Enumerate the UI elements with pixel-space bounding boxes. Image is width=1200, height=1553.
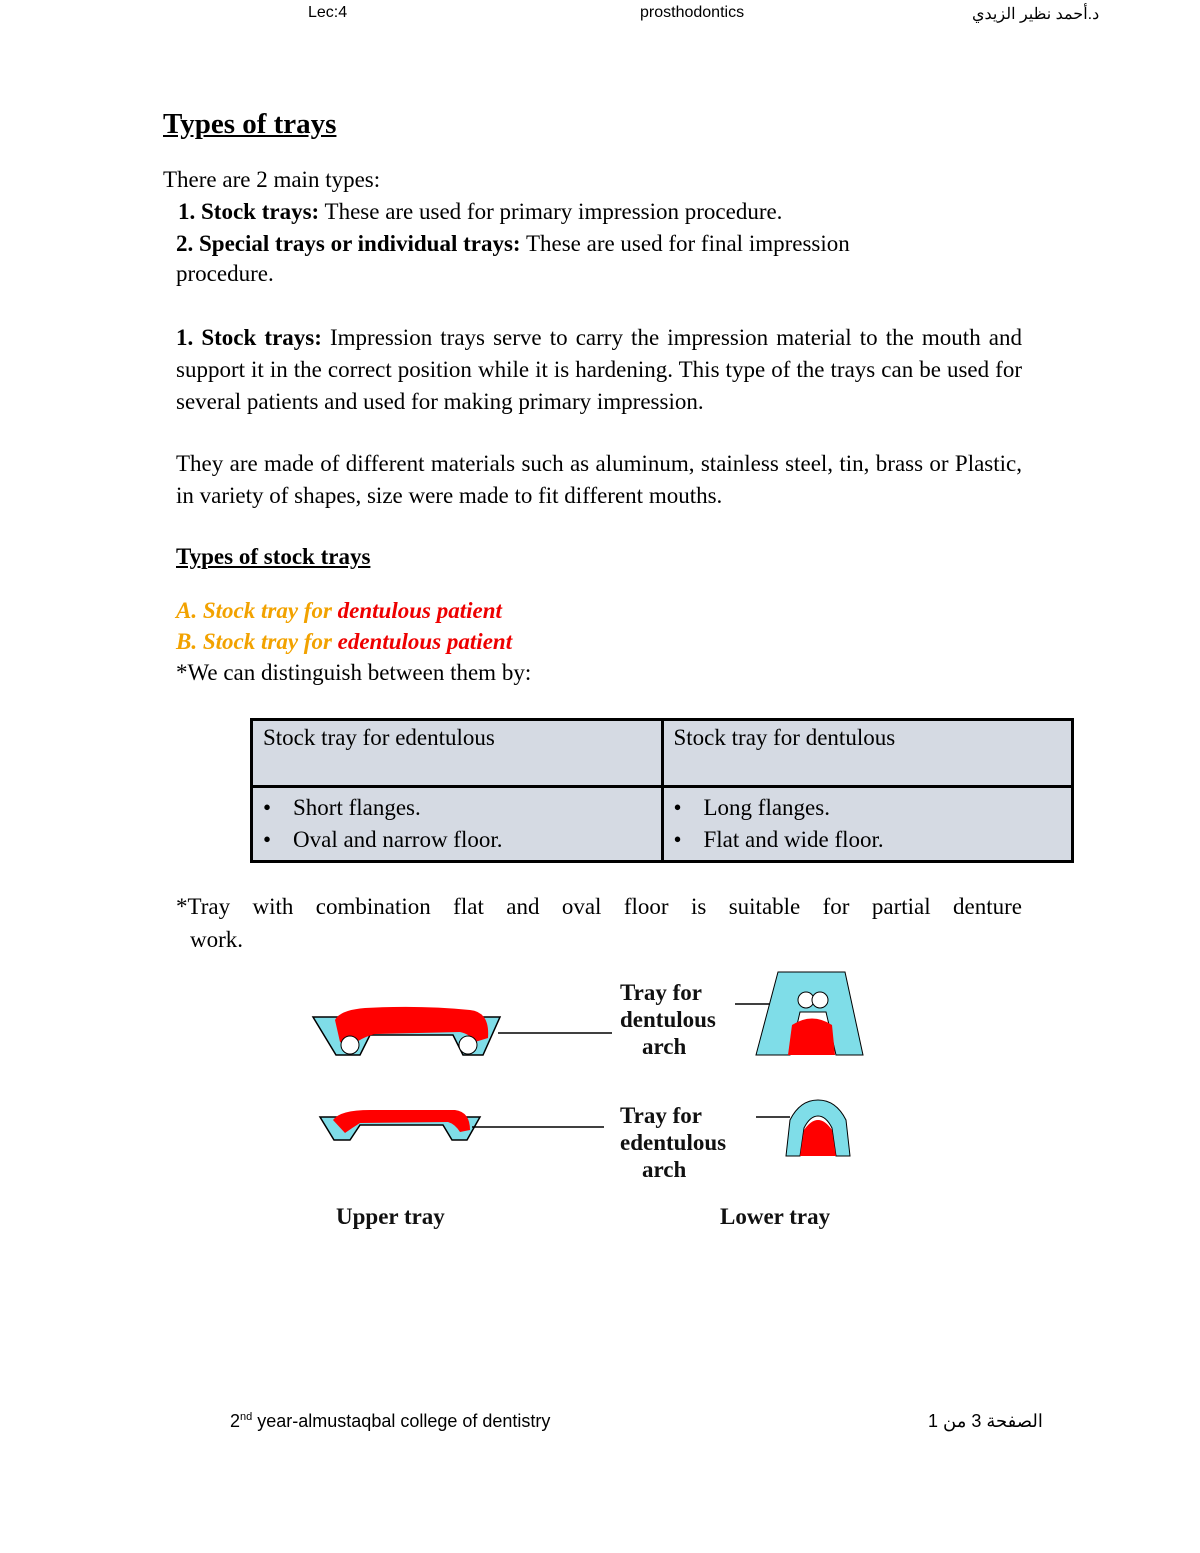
type-item-2-desc: These are used for final impression	[520, 231, 850, 256]
upper-edentulous-tray-illustration	[320, 1110, 604, 1140]
list-item-text: Short flanges.	[293, 795, 421, 820]
list-item	[263, 824, 651, 856]
stock-type-b	[176, 626, 512, 657]
label-line: arch	[642, 1034, 687, 1059]
bullet-icon: •	[263, 795, 272, 820]
figure-caption-upper: Upper tray	[336, 1204, 445, 1229]
stock-type-a-prefix: A. Stock tray for	[176, 598, 338, 623]
table-header-dentulous: Stock tray for dentulous	[662, 720, 1073, 787]
bullet-icon: •	[673, 795, 682, 820]
bullet-icon: •	[263, 827, 272, 852]
list-item	[674, 792, 1062, 824]
stock-label: Stock trays:	[201, 325, 322, 350]
partial-denture-note: *Tray with combination flat and oval floor is suitable for partial denture	[176, 894, 1022, 919]
label-line: Tray for	[620, 1103, 702, 1128]
label-line: Tray for	[620, 980, 702, 1005]
tray-figure	[0, 960, 1200, 1260]
comparison-table	[250, 718, 1074, 863]
type-item-1	[178, 196, 782, 227]
header-lecture: Lec:4	[308, 4, 348, 21]
table-cell-edentulous	[252, 787, 663, 862]
table-header-edentulous: Stock tray for edentulous	[252, 720, 663, 787]
bullet-icon: •	[673, 827, 682, 852]
intro-text: There are 2 main types:	[163, 167, 381, 192]
list-item-text: Flat and wide floor.	[703, 827, 884, 852]
figure-caption-lower: Lower tray	[720, 1204, 831, 1229]
distinguish-text: *We can distinguish between them by:	[176, 660, 532, 685]
list-item	[674, 824, 1062, 856]
figure-label-dentulous	[620, 979, 716, 1060]
label-line: arch	[642, 1157, 687, 1182]
stock-materials-paragraph: They are made of different materials such as aluminum, stainless steel, tin, brass or Plastic, in variety of shapes, size were made to fit different mouths.	[176, 451, 1022, 508]
stock-num: 1.	[176, 325, 194, 350]
stock-type-a-emph: dentulous patient	[337, 598, 502, 623]
type-item-1-label: Stock trays:	[201, 199, 320, 224]
header-subject: prosthodontics	[640, 4, 745, 21]
label-line: dentulous	[620, 1007, 716, 1032]
page-title: Types of trays	[163, 108, 337, 140]
stock-type-b-prefix: B. Stock tray for	[176, 629, 338, 654]
lower-dentulous-tray-illustration	[735, 972, 863, 1055]
lower-edentulous-tray-illustration	[756, 1100, 850, 1156]
type-item-2-continued: procedure.	[176, 261, 274, 286]
list-item	[263, 792, 651, 824]
figure-label-edentulous	[620, 1102, 726, 1183]
table-row	[252, 787, 1073, 862]
type-item-2	[176, 228, 850, 259]
footer-ordinal-sup: nd	[240, 1411, 253, 1423]
footer-page-number: الصفحة 3 من 1	[928, 1411, 1043, 1431]
stock-trays-paragraph	[176, 322, 1022, 418]
types-of-stock-trays-heading: Types of stock trays	[176, 544, 371, 569]
stock-type-b-emph: edentulous patient	[337, 629, 513, 654]
partial-denture-note-end: work.	[190, 927, 244, 952]
list-item-text: Long flanges.	[703, 795, 830, 820]
footer-college-text: year-almustaqbal college of dentistry	[252, 1411, 551, 1431]
type-item-2-label: Special trays or individual trays:	[199, 231, 521, 256]
upper-dentulous-tray-illustration	[313, 1007, 612, 1055]
stock-type-a	[176, 595, 502, 626]
type-item-2-num: 2.	[176, 231, 194, 256]
footer-college	[230, 1411, 550, 1432]
label-line: edentulous	[620, 1130, 727, 1155]
header-author: د.أحمد نظير الزيدي	[972, 6, 1100, 23]
list-item-text: Oval and narrow floor.	[293, 827, 503, 852]
table-cell-dentulous	[662, 787, 1073, 862]
footer-ordinal: 2	[230, 1411, 241, 1431]
stock-para1: Impression trays serve to carry the impression material to the mouth and support it in the correct position while it is hardening. This type of the trays can be used for several patients and used for making primary impression.	[176, 325, 1022, 414]
type-item-1-num: 1.	[178, 199, 196, 224]
type-item-1-desc: These are used for primary impression procedure.	[319, 199, 783, 224]
table-header-row	[252, 720, 1073, 787]
